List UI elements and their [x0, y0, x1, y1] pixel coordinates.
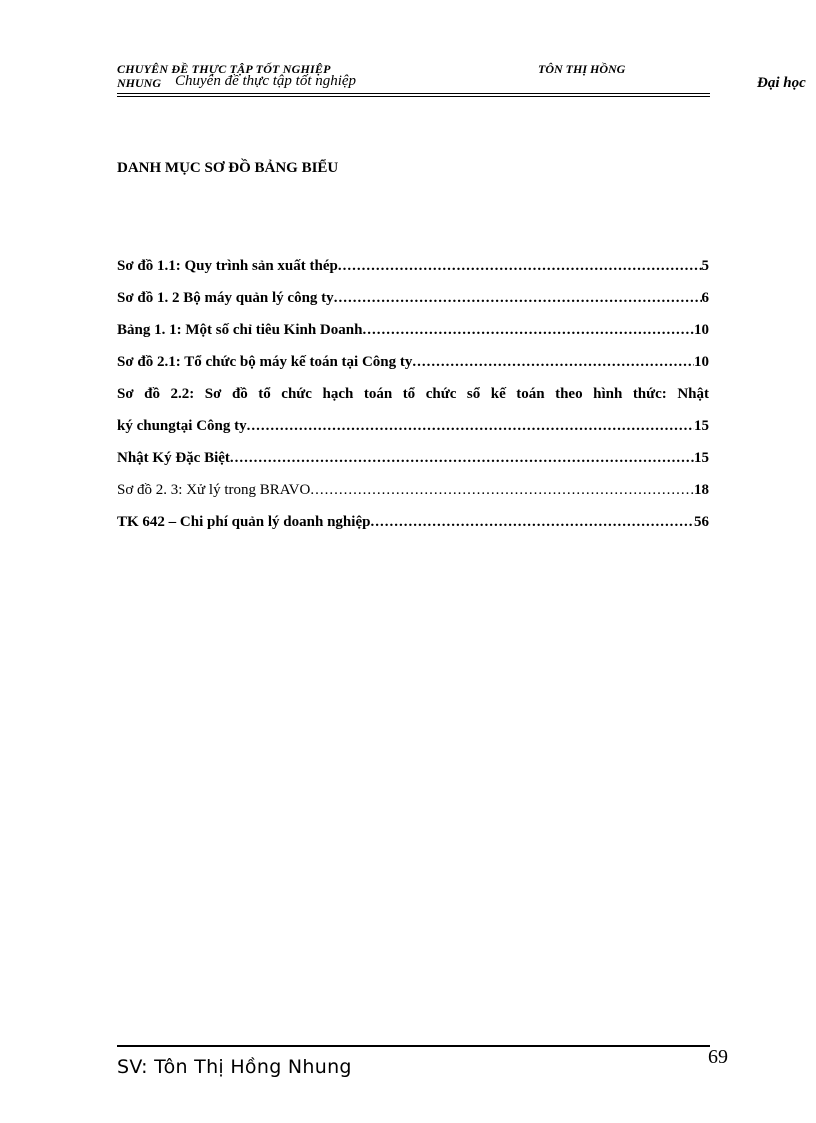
toc-entry-text: ký chungtại Công ty — [117, 418, 247, 434]
toc-entry[interactable] — [117, 256, 709, 288]
toc-entry-page: 56 — [694, 514, 709, 530]
header-author: TÔN THỊ HỒNG — [538, 62, 626, 76]
toc-dot-leader — [370, 512, 694, 532]
toc-entry[interactable] — [117, 416, 709, 448]
page-title: DANH MỤC SƠ ĐỒ BẢNG BIỂU — [117, 160, 339, 176]
header-rule — [117, 93, 710, 94]
toc-entry[interactable] — [117, 512, 709, 544]
toc-entry-text: Nhật Ký Đặc Biệt — [117, 450, 230, 466]
toc-entry-text: TK 642 – Chi phí quản lý doanh nghiệp — [117, 514, 371, 530]
toc-entry[interactable] — [117, 480, 709, 512]
header-rule-secondary — [117, 96, 710, 97]
toc-entry-page: 10 — [694, 354, 709, 370]
toc-entry-wrapped-line[interactable] — [117, 384, 709, 416]
page-number: 69 — [708, 1046, 728, 1068]
toc-entry[interactable] — [117, 288, 709, 320]
figure-table-list — [117, 256, 709, 544]
header-name-fragment: NHUNG — [117, 76, 161, 90]
toc-entry[interactable] — [117, 448, 709, 480]
toc-entry[interactable] — [117, 320, 709, 352]
toc-entry-text: Bảng 1. 1: Một số chỉ tiêu Kinh Doanh — [117, 322, 363, 338]
toc-entry[interactable] — [117, 352, 709, 384]
toc-dot-leader — [247, 416, 694, 436]
toc-dot-leader — [362, 320, 694, 340]
toc-entry-page: 6 — [701, 290, 709, 306]
toc-dot-leader — [412, 352, 694, 372]
toc-entry-text: Sơ đồ 2. 3: Xử lý trong BRAVO — [117, 482, 311, 498]
toc-entry-page: 15 — [694, 418, 709, 434]
header-university: Đại học — [757, 75, 806, 91]
toc-entry-page: 18 — [694, 482, 709, 498]
header-course-subtitle: Chuyên đề thực tập tốt nghiệp — [175, 73, 357, 89]
toc-entry-text: Sơ đồ 1. 2 Bộ máy quản lý công ty — [117, 290, 334, 306]
toc-dot-leader — [334, 288, 702, 308]
toc-entry-page: 10 — [694, 322, 709, 338]
footer-rule — [117, 1045, 710, 1047]
toc-entry-text: Sơ đồ 1.1: Quy trình sản xuất thép — [117, 258, 338, 274]
running-header-left — [117, 62, 417, 96]
toc-entry-text: Sơ đồ 2.1: Tổ chức bộ máy kế toán tại Công ty — [117, 354, 413, 370]
footer-student-name: SV: Tôn Thị Hồng Nhung — [117, 1056, 352, 1078]
header-course-title: CHUYÊN ĐỀ THỰC TẬP TỐT NGHIỆP — [117, 62, 331, 76]
toc-dot-leader — [310, 480, 694, 500]
toc-dot-leader — [230, 448, 694, 468]
toc-dot-leader — [338, 256, 702, 276]
toc-entry-page: 15 — [694, 450, 709, 466]
toc-entry-text: Sơ đồ 2.2: Sơ đồ tổ chức hạch toán tổ chức sổ kế toán theo hình thức: Nhật — [117, 386, 709, 402]
toc-entry-page: 5 — [701, 258, 709, 274]
